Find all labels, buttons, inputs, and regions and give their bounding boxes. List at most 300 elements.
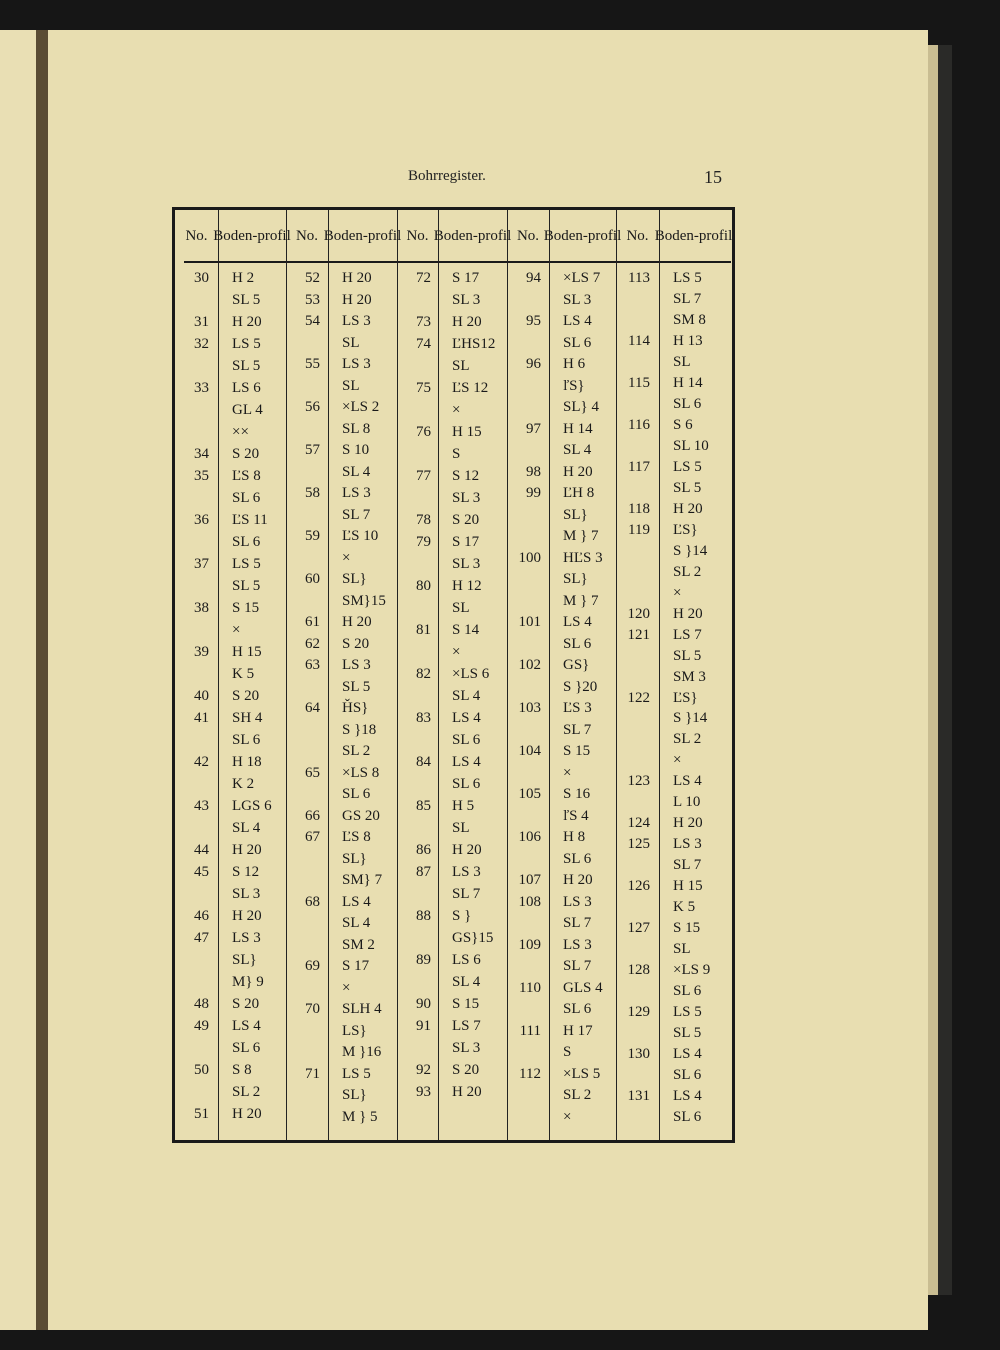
profile-entry: ĽS 8 — [232, 468, 261, 484]
profile-entry: S 20 — [452, 1062, 480, 1078]
profile-entry: SL 7 — [563, 915, 592, 931]
bore-number: 97 — [526, 420, 541, 437]
bore-number: 56 — [305, 399, 320, 415]
header-bodenprofil — [213, 210, 291, 262]
profile-entry: SH 4 — [232, 710, 263, 726]
bore-number: 91 — [416, 1018, 431, 1034]
bore-number: 96 — [526, 356, 541, 372]
profile-entry: SL} — [342, 850, 367, 867]
profile-entry: SL 4 — [342, 915, 371, 931]
profile-entry: LS 4 — [673, 773, 702, 790]
profile-entry: ĽS 12 — [452, 380, 489, 396]
bore-number: 129 — [627, 1004, 650, 1021]
bore-number: 83 — [416, 710, 431, 726]
profile-entry: ×LS 9 — [673, 962, 711, 979]
profile-entry: LS 4 — [452, 754, 481, 770]
bore-number: 35 — [194, 468, 209, 484]
profile-entry: SL 6 — [232, 490, 261, 506]
profile-entry: × — [342, 979, 351, 996]
bore-number: 81 — [416, 622, 431, 638]
profile-entry: SL — [342, 334, 360, 351]
profile-entry: SL} — [232, 952, 257, 968]
bore-number: 40 — [194, 688, 209, 704]
profile-entry: S }14 — [673, 542, 708, 559]
profile-entry: SL 6 — [232, 1040, 261, 1056]
bore-number: 105 — [518, 786, 541, 802]
profile-entry: S 20 — [232, 688, 260, 704]
profile-entry: SL 10 — [673, 437, 709, 454]
bore-number: 74 — [416, 336, 431, 352]
header-no: No. — [626, 228, 649, 244]
book-binding — [938, 45, 952, 1295]
profile-entry: LS 4 — [563, 313, 592, 329]
profile-entry: LS 5 — [673, 1004, 702, 1021]
header-line: Boden- — [433, 228, 478, 244]
bore-number: 68 — [305, 893, 320, 910]
bore-number: 89 — [416, 952, 431, 968]
profile-entry: H 20 — [232, 1106, 262, 1122]
bore-number: 57 — [305, 442, 320, 458]
profile-entry: SL 6 — [563, 1001, 592, 1017]
profile-entry: M } 7 — [563, 592, 599, 609]
header-bodenprofil — [433, 210, 512, 262]
bore-number: 93 — [416, 1084, 431, 1100]
bore-number: 111 — [519, 1022, 541, 1039]
bore-number: 119 — [628, 521, 650, 538]
bore-number: 75 — [416, 380, 431, 396]
profile-entry: SL 4 — [342, 463, 371, 480]
profile-entry: LS 4 — [673, 1088, 702, 1105]
profile-entry: LS 4 — [563, 614, 592, 630]
profile-entry: SL — [452, 820, 470, 836]
profile-entry: S 20 — [342, 635, 370, 652]
bore-number: 103 — [518, 700, 541, 716]
bore-number: 51 — [194, 1106, 209, 1122]
profile-entry: H 13 — [673, 332, 703, 349]
bore-number: 50 — [194, 1062, 209, 1078]
bore-number: 128 — [627, 962, 650, 979]
profile-entry: S 17 — [452, 534, 480, 550]
profile-entry: H 20 — [673, 605, 703, 622]
profile-entry: H 15 — [232, 644, 262, 660]
profile-entry: LS 7 — [452, 1018, 481, 1034]
profile-entry: SM} 7 — [342, 872, 383, 888]
bore-number: 69 — [305, 958, 320, 974]
profile-entry: SL} — [342, 1087, 367, 1103]
profile-entry: LS 3 — [673, 836, 702, 853]
profile-entry: S }20 — [563, 678, 598, 695]
profile-entry: SL 2 — [342, 743, 371, 759]
bore-number: 73 — [416, 314, 431, 330]
profile-entry: LS 3 — [342, 485, 371, 501]
profile-entry: SL 5 — [342, 678, 371, 695]
column-divider — [659, 210, 660, 1140]
header-line: Boden- — [323, 228, 368, 244]
profile-entry: K 5 — [673, 899, 696, 916]
header-no: No. — [295, 228, 319, 244]
header-line: profil — [257, 228, 291, 244]
bore-number: 101 — [518, 614, 541, 630]
profile-entry: H 20 — [673, 815, 703, 832]
bore-number: 45 — [194, 864, 209, 880]
profile-entry: S 20 — [232, 446, 260, 462]
profile-entry: SL 3 — [452, 1040, 481, 1056]
profile-entry: ×LS 7 — [563, 270, 601, 286]
profile-entry: L 10 — [673, 794, 701, 811]
profile-entry: H 20 — [232, 314, 262, 330]
bore-number: 63 — [305, 657, 320, 673]
profile-entry: SL} — [563, 506, 588, 523]
bore-number: 104 — [518, 743, 541, 759]
profile-entry: S 8 — [232, 1062, 252, 1078]
borehole-register-table — [172, 207, 735, 1143]
profile-entry: SL 2 — [232, 1084, 261, 1100]
bore-number: 31 — [194, 314, 209, 330]
bore-number: 102 — [518, 657, 541, 673]
profile-entry: H 15 — [452, 424, 482, 440]
bore-number: 59 — [305, 528, 320, 544]
profile-entry: SL 6 — [563, 635, 592, 652]
bore-number: 76 — [416, 424, 431, 440]
profile-entry: GS} — [563, 657, 590, 673]
bore-number: 64 — [305, 700, 320, 716]
bore-number: 122 — [627, 689, 650, 706]
profile-entry: LS 3 — [342, 657, 371, 673]
profile-entry: LS 3 — [342, 356, 371, 372]
bore-number: 30 — [194, 270, 209, 286]
column-divider — [397, 210, 398, 1140]
bore-number: 123 — [627, 773, 650, 790]
profile-entry: × — [563, 1108, 572, 1125]
bore-number: 58 — [305, 485, 320, 501]
profile-entry: SM 3 — [673, 668, 706, 685]
profile-entry: LS 5 — [673, 270, 702, 286]
profile-entry: S 17 — [342, 958, 370, 974]
profile-entry: SM 8 — [673, 311, 706, 328]
bore-number: 60 — [305, 571, 320, 587]
profile-entry: × — [452, 402, 461, 418]
profile-entry: S } — [452, 908, 472, 924]
bore-number: 126 — [627, 878, 650, 895]
profile-entry: SL 3 — [452, 292, 481, 308]
column-divider — [218, 210, 219, 1140]
profile-entry: SL} — [563, 571, 588, 587]
bore-number: 52 — [305, 270, 320, 286]
profile-entry: H 12 — [452, 578, 482, 594]
profile-entry: SL 7 — [452, 886, 481, 902]
page-stack-edge — [928, 45, 938, 1295]
profile-entry: ĽS} — [673, 521, 698, 538]
profile-entry: SL 6 — [563, 334, 592, 351]
bore-number: 61 — [305, 614, 320, 630]
bore-number: 95 — [526, 313, 541, 329]
bore-number: 115 — [628, 374, 650, 391]
profile-entry: SL 5 — [232, 578, 261, 594]
profile-entry: SL 7 — [673, 290, 702, 307]
profile-entry: LS 3 — [563, 936, 592, 953]
profile-entry: SL 5 — [673, 647, 702, 664]
bore-number: 41 — [194, 710, 209, 726]
profile-entry: S — [563, 1044, 572, 1060]
profile-entry: SL — [673, 353, 691, 370]
bore-number: 34 — [194, 446, 209, 462]
profile-entry: SL 5 — [232, 292, 261, 308]
bore-number: 118 — [628, 500, 650, 517]
header-line: profil — [587, 228, 622, 244]
column-divider — [286, 210, 287, 1140]
profile-entry: H 20 — [342, 291, 372, 308]
profile-entry: SL 8 — [342, 420, 371, 437]
bore-number: 77 — [416, 468, 431, 484]
profile-entry: ĽS 8 — [342, 829, 371, 845]
profile-entry: SL 7 — [563, 721, 592, 738]
profile-entry: SL} — [342, 571, 367, 587]
profile-entry: SL 7 — [342, 506, 371, 523]
bore-number: 130 — [627, 1046, 650, 1063]
bore-number: 84 — [416, 754, 431, 770]
profile-entry: K 2 — [232, 776, 255, 792]
profile-entry: S 17 — [452, 270, 480, 286]
profile-entry: SL — [452, 600, 470, 616]
profile-entry: SL 6 — [232, 732, 261, 748]
profile-entry: SL 3 — [232, 886, 261, 902]
profile-entry: × — [342, 549, 351, 566]
bore-number: 36 — [194, 512, 209, 528]
profile-entry: M }16 — [342, 1044, 382, 1060]
profile-entry: S }18 — [342, 721, 377, 738]
bore-number: 113 — [628, 270, 650, 286]
profile-entry: SL 5 — [673, 1025, 702, 1042]
profile-entry: × — [673, 584, 682, 601]
profile-entry: H 20 — [452, 314, 482, 330]
profile-entry: SL 6 — [452, 732, 481, 748]
bore-number: 39 — [194, 644, 209, 660]
bore-number: 49 — [194, 1018, 209, 1034]
bore-number: 116 — [628, 416, 650, 433]
profile-entry: S 12 — [232, 864, 260, 880]
profile-entry: H 5 — [452, 798, 475, 814]
profile-entry: H 20 — [452, 842, 482, 858]
bore-number: 106 — [518, 829, 541, 845]
bore-number: 67 — [305, 829, 320, 845]
bore-number: 43 — [194, 798, 209, 814]
profile-entry: SM}15 — [342, 592, 386, 609]
profile-entry: ĽS} — [673, 689, 698, 706]
bore-number: 48 — [194, 996, 209, 1012]
profile-entry: SL — [342, 377, 360, 394]
profile-entry: SL 2 — [673, 731, 702, 748]
profile-entry: S 15 — [232, 600, 260, 616]
bore-number: 87 — [416, 864, 431, 880]
book-gutter — [36, 30, 48, 1330]
profile-entry: LS 5 — [232, 336, 261, 352]
profile-entry: SL 4 — [452, 688, 481, 704]
profile-entry: × — [232, 622, 241, 638]
profile-entry: SL 7 — [563, 958, 592, 974]
profile-entry: LGS 6 — [232, 798, 272, 814]
header-bodenprofil — [654, 210, 733, 262]
bore-number: 90 — [416, 996, 431, 1012]
profile-entry: LS 5 — [342, 1065, 371, 1082]
profile-entry: GS}15 — [452, 930, 494, 946]
bore-number: 109 — [518, 936, 541, 953]
page-number: 15 — [704, 167, 722, 187]
column-divider — [328, 210, 329, 1140]
bore-number: 110 — [519, 979, 541, 996]
bore-number: 88 — [416, 908, 431, 924]
profile-entry: SL 5 — [232, 358, 261, 374]
bore-number: 62 — [305, 635, 320, 652]
profile-entry: ĽS 11 — [232, 512, 268, 528]
profile-entry: SL 4 — [452, 974, 481, 990]
bore-number: 121 — [627, 626, 650, 643]
profile-entry: H 8 — [563, 829, 586, 845]
column-divider — [507, 210, 508, 1140]
profile-entry: S 15 — [563, 743, 591, 759]
profile-entry: ĽH 8 — [563, 485, 595, 501]
profile-entry: SL 6 — [673, 983, 702, 1000]
bore-number: 79 — [416, 534, 431, 550]
bore-number: 94 — [526, 270, 541, 286]
profile-entry: LS 4 — [342, 893, 371, 910]
profile-entry: SM 2 — [342, 936, 375, 953]
profile-entry: S 10 — [342, 442, 370, 458]
profile-entry: SL 6 — [673, 395, 702, 412]
bore-number: 86 — [416, 842, 431, 858]
bore-number: 32 — [194, 336, 209, 352]
profile-entry: SL — [452, 358, 470, 374]
header-no: No. — [406, 228, 429, 244]
profile-entry: S 6 — [673, 416, 693, 433]
profile-entry: SL 6 — [342, 786, 371, 802]
bore-number: 127 — [627, 920, 650, 937]
profile-entry: LS} — [342, 1022, 367, 1039]
profile-entry: ×LS 8 — [342, 764, 380, 781]
column-divider — [438, 210, 439, 1140]
profile-entry: K 5 — [232, 666, 255, 682]
bore-number: 92 — [416, 1062, 431, 1078]
bore-number: 42 — [194, 754, 209, 770]
profile-entry: GLS 4 — [563, 979, 603, 996]
header-no: No. — [185, 228, 208, 244]
profile-entry: H 20 — [342, 270, 372, 286]
profile-entry: LS 4 — [232, 1018, 261, 1034]
profile-entry: H 20 — [232, 842, 262, 858]
profile-entry: ĽS 10 — [342, 528, 379, 544]
profile-entry: ×× — [232, 424, 249, 440]
profile-entry: M } 5 — [342, 1108, 378, 1125]
bore-number: 108 — [518, 893, 541, 910]
profile-entry: SL 7 — [673, 857, 702, 874]
profile-entry: H 20 — [452, 1084, 482, 1100]
header-line: Boden- — [654, 228, 699, 244]
profile-entry: H 6 — [563, 356, 586, 372]
profile-entry: S }14 — [673, 710, 708, 727]
profile-entry: LS 5 — [673, 458, 702, 475]
profile-entry: S 15 — [452, 996, 480, 1012]
profile-entry: S 16 — [563, 786, 591, 802]
bore-number: 53 — [305, 291, 320, 308]
bore-number: 72 — [416, 270, 431, 286]
bore-number: 82 — [416, 666, 431, 682]
bore-number: 124 — [627, 815, 650, 832]
profile-entry: LS 3 — [452, 864, 481, 880]
profile-entry: H 20 — [563, 872, 593, 888]
profile-entry: × — [563, 764, 572, 781]
profile-entry: H 20 — [563, 463, 593, 480]
bore-number: 120 — [627, 605, 650, 622]
profile-entry: H 14 — [673, 374, 703, 391]
profile-entry: LS 6 — [452, 952, 481, 968]
profile-entry: GL 4 — [232, 402, 263, 418]
profile-entry: ĽS 3 — [563, 700, 592, 716]
profile-entry: ×LS 6 — [452, 666, 490, 682]
profile-entry: ľS} — [563, 377, 585, 394]
bore-number: 80 — [416, 578, 431, 594]
profile-entry: SL 4 — [563, 442, 592, 458]
profile-entry: SLH 4 — [342, 1001, 382, 1017]
bore-number: 99 — [526, 485, 541, 501]
profile-entry: H 18 — [232, 754, 262, 770]
profile-entry: GS 20 — [342, 807, 380, 824]
bore-number: 71 — [305, 1065, 320, 1082]
header-line: profil — [477, 228, 512, 244]
header-line: profil — [698, 228, 733, 244]
profile-entry: × — [673, 752, 682, 769]
profile-entry: LS 4 — [673, 1046, 702, 1063]
header-line: profil — [367, 228, 402, 244]
profile-entry: H 20 — [673, 500, 703, 517]
profile-entry: H 15 — [673, 878, 703, 895]
bore-number: 131 — [627, 1088, 650, 1105]
header-no: No. — [516, 228, 540, 244]
profile-entry: S 14 — [452, 622, 480, 638]
profile-entry: LS 3 — [232, 930, 261, 946]
profile-entry: LS 6 — [232, 380, 261, 396]
profile-entry: LS 5 — [232, 556, 261, 572]
profile-entry: SL 3 — [452, 556, 481, 572]
bore-number: 117 — [628, 458, 650, 475]
profile-entry: SL 6 — [452, 776, 481, 792]
profile-entry: SL — [673, 941, 691, 958]
profile-entry: SL} 4 — [563, 399, 599, 415]
profile-entry: SL 2 — [673, 563, 702, 580]
bore-number: 70 — [305, 1001, 320, 1017]
bore-number: 46 — [194, 908, 209, 924]
column-divider — [549, 210, 550, 1140]
profile-entry: SL 3 — [563, 291, 592, 308]
profile-entry: M } 7 — [563, 528, 599, 544]
profile-entry: SL 6 — [673, 1067, 702, 1084]
profile-entry: M} 9 — [232, 974, 264, 990]
column-divider — [616, 210, 617, 1140]
profile-entry: H 14 — [563, 420, 593, 437]
profile-entry: ×LS 5 — [563, 1065, 601, 1082]
bore-number: 107 — [518, 872, 541, 888]
profile-entry: SL 4 — [232, 820, 261, 836]
bore-number: 37 — [194, 556, 209, 572]
profile-entry: ×LS 2 — [342, 399, 380, 415]
profile-entry: ȞS} — [342, 700, 369, 716]
running-header: Bohrregister. — [408, 168, 486, 184]
bore-number: 98 — [526, 463, 541, 480]
bore-number: 54 — [305, 313, 320, 329]
profile-entry: ĽHS12 — [452, 336, 496, 352]
header-line: Boden- — [543, 228, 588, 244]
bore-number: 44 — [194, 842, 209, 858]
bore-number: 114 — [628, 332, 650, 349]
profile-entry: ľS 4 — [563, 807, 589, 824]
